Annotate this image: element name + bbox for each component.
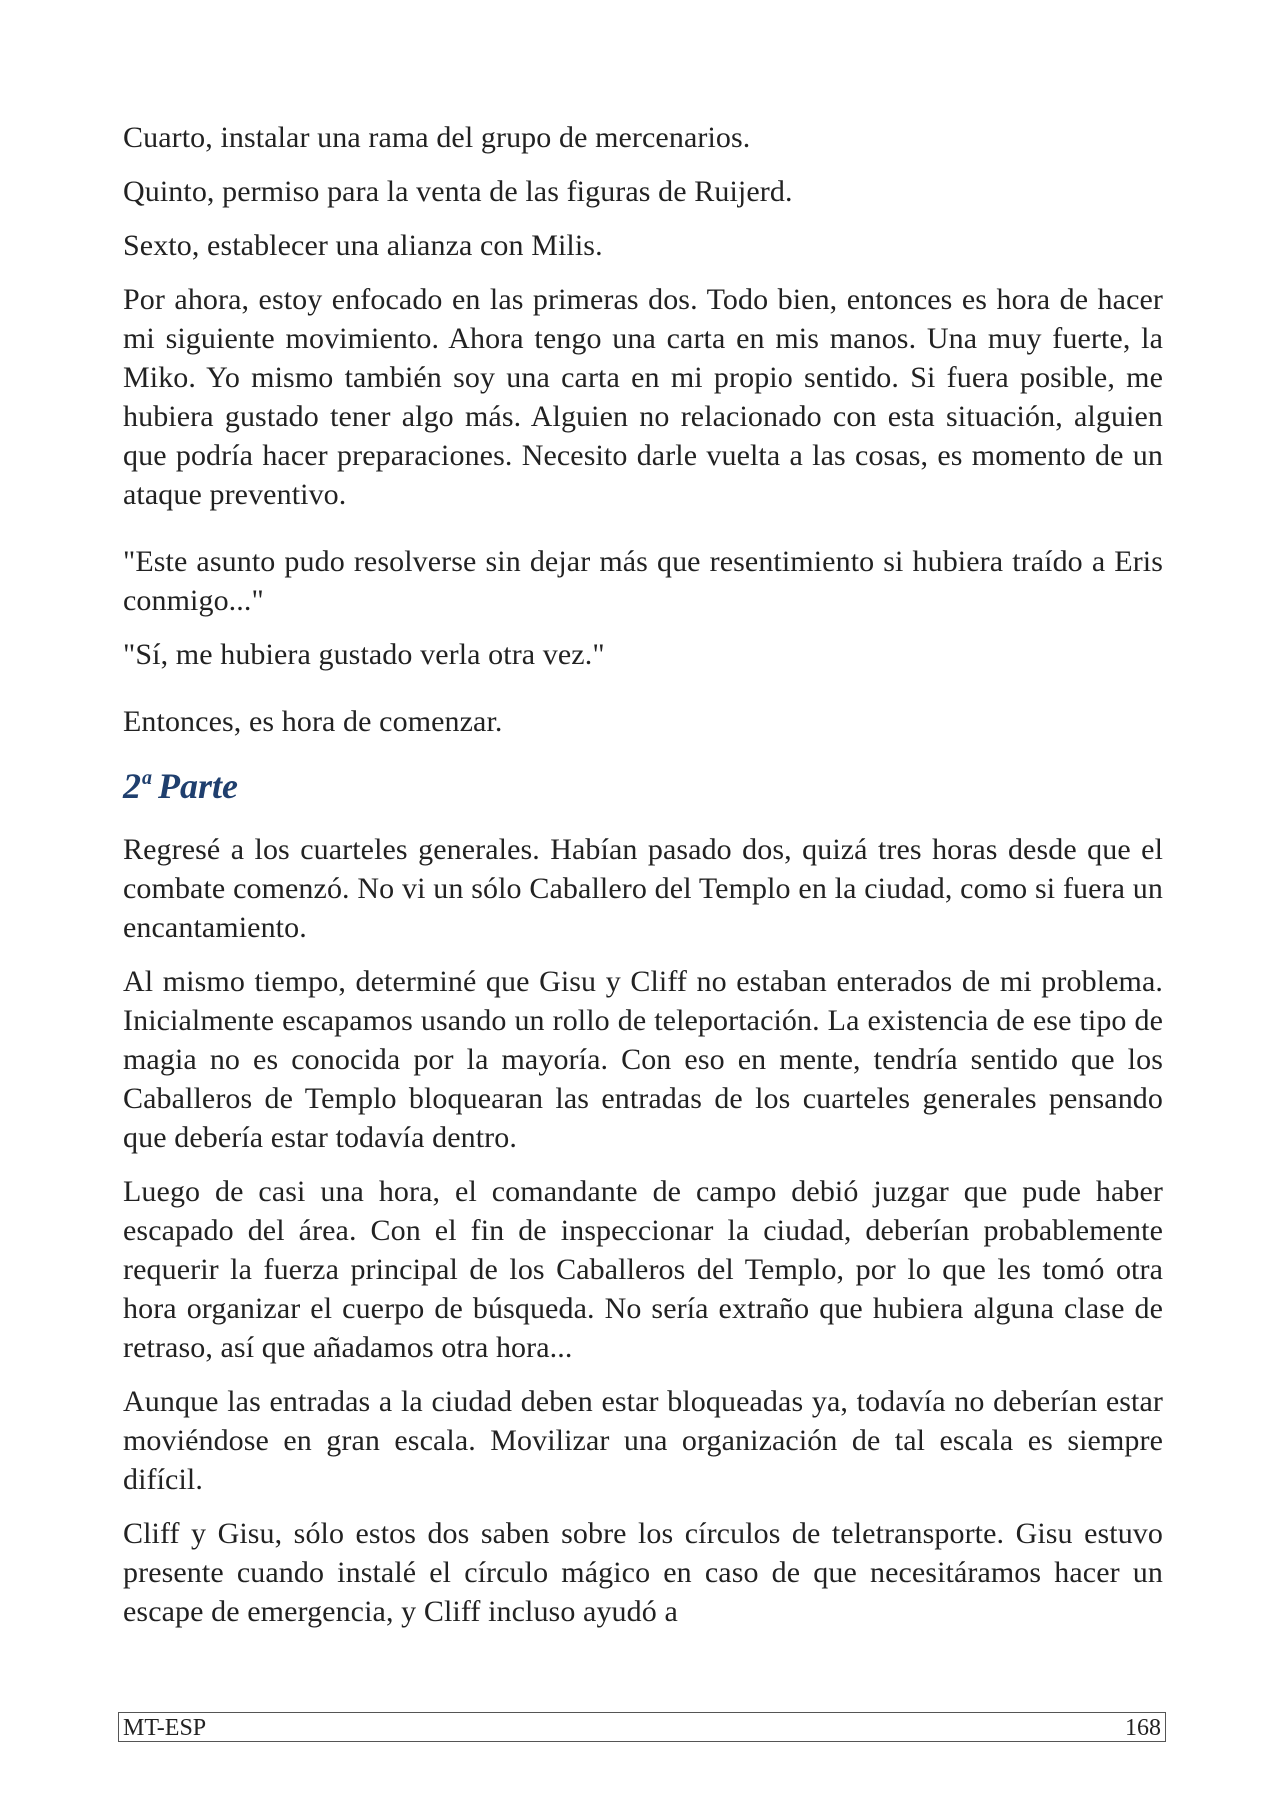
paragraph: Quinto, permiso para la venta de las figuras de Ruijerd. <box>123 175 793 208</box>
paragraph: Luego de casi una hora, el comandante de campo debió juzgar que pude haber escapado del área. Con el fin de inspeccionar la ciudad, deberían probablemente requerir la fuerza principal de los Caballeros del Templo, por lo que les tomó otra hora organizar el cuerpo de búsqueda. No sería extraño que hubiera alguna clase de retraso, así que añadamos otra hora... <box>123 1175 1163 1364</box>
paragraph: Entonces, es hora de comenzar. <box>123 705 503 738</box>
page-footer <box>118 1712 1166 1742</box>
page-number: 168 <box>1125 1715 1161 1741</box>
page-body <box>123 118 1163 1646</box>
footer-label: MT-ESP <box>123 1715 207 1741</box>
heading-superscript: a <box>142 767 152 789</box>
paragraph: Por ahora, estoy enfocado en las primeras dos. Todo bien, entonces es hora de hacer mi siguiente movimiento. Ahora tengo una carta en mis manos. Una muy fuerte, la Miko. Yo mismo también soy una carta en mi propio sentido. Si fuera posible, me hubiera gustado tener algo más. Alguien no relacionado con esta situación, alguien que podría hacer preparaciones. Necesito darle vuelta a las cosas, es momento de un ataque preventivo. <box>123 283 1163 511</box>
paragraph: Cuarto, instalar una rama del grupo de mercenarios. <box>123 121 751 154</box>
heading-number: 2 <box>123 766 141 806</box>
paragraph: Al mismo tiempo, determiné que Gisu y Cliff no estaban enterados de mi problema. Inicialmente escapamos usando un rollo de teleportación. La existencia de ese tipo de magia no es conocida por la mayoría. Con eso en mente, tendría sentido que los Caballeros de Templo bloquearan las entradas de los cuarteles generales pensando que debería estar todavía dentro. <box>123 965 1163 1154</box>
paragraph: Aunque las entradas a la ciudad deben estar bloqueadas ya, todavía no deberían estar moviéndose en gran escala. Movilizar una organización de tal escala es siempre difícil. <box>123 1385 1163 1496</box>
paragraph: Cliff y Gisu, sólo estos dos saben sobre los círculos de teletransporte. Gisu estuvo presente cuando instalé el círculo mágico en caso de que necesitáramos hacer un escape de emergencia, y Cliff incluso ayudó a <box>123 1517 1163 1628</box>
dialogue-line: "Este asunto pudo resolverse sin dejar más que resentimiento si hubiera traído a Eris conmigo..." <box>123 545 1163 617</box>
dialogue-line: "Sí, me hubiera gustado verla otra vez." <box>123 638 605 671</box>
heading-word: Parte <box>158 766 238 806</box>
paragraph: Regresé a los cuarteles generales. Habían pasado dos, quizá tres horas desde que el combate comenzó. No vi un sólo Caballero del Templo en la ciudad, como si fuera un encantamiento. <box>123 833 1163 944</box>
paragraph: Sexto, establecer una alianza con Milis. <box>123 229 603 262</box>
section-heading <box>123 756 1163 808</box>
